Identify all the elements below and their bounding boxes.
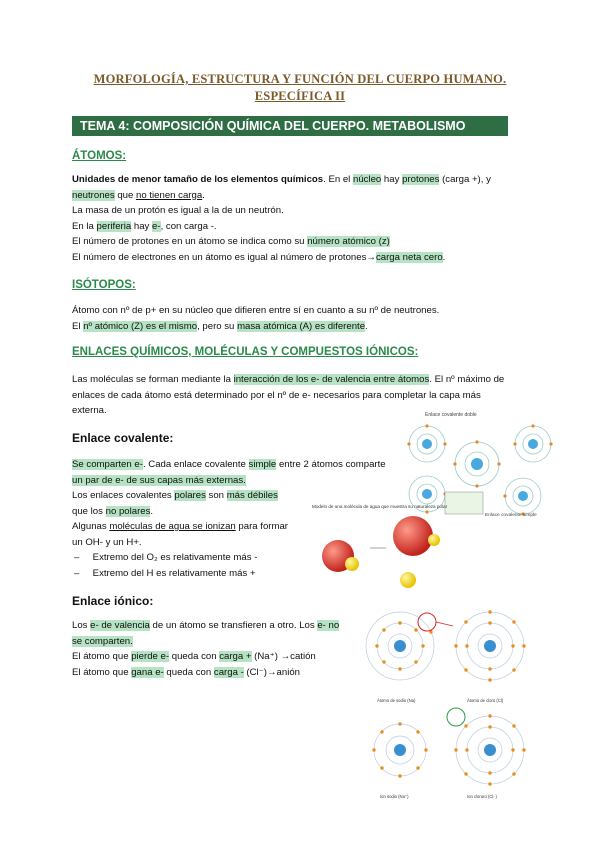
- document-title: MORFOLOGÍA, ESTRUCTURA Y FUNCIÓN DEL CUERPO HUMANO.: [93, 72, 507, 86]
- fig3-label-cl: Átomo de cloro (Cl): [467, 698, 504, 703]
- isotopos-text: , pero su: [197, 320, 238, 332]
- covalente-text: para formar: [235, 521, 289, 532]
- document-subtitle: ESPECÍFICA II: [254, 89, 346, 103]
- bullet-item: Extremo del H es relativamente más +: [92, 567, 256, 579]
- fig1-label-top: Enlace covalente doble: [425, 412, 477, 418]
- isotopos-text: El: [72, 320, 84, 332]
- atomos-text: hay: [131, 220, 153, 232]
- enlaces-text: enlaces de cada átomo está determinado por el nº de e- necesarios para completar la capa más: [72, 389, 481, 401]
- isotopos-paragraph: [72, 303, 532, 334]
- highlight-carga-pos: carga +: [219, 651, 252, 662]
- fig3-label-na-ion: Ion sodio (Na⁺): [380, 794, 409, 799]
- covalente-text: que los: [72, 505, 106, 517]
- highlight-e-valencia: e- de valencia: [90, 620, 150, 631]
- atomos-text: hay: [381, 174, 403, 185]
- highlight-electrones: e-: [152, 220, 161, 232]
- fig3-label-cl-ion: Ion cloruro (Cl⁻): [467, 794, 497, 799]
- highlight-se-comparten: se comparten.: [72, 635, 133, 647]
- ionico-text: El átomo que: [72, 651, 132, 662]
- covalente-text: son: [205, 490, 227, 501]
- atomos-text: (carga +), y: [439, 174, 491, 185]
- covalente-heading: Enlace covalente:: [72, 431, 174, 445]
- covalente-text: . Cada enlace covalente: [142, 459, 249, 470]
- highlight-masa-atomica: masa atómica (A) es diferente: [237, 320, 366, 332]
- highlight-carga-neg: carga -: [213, 666, 244, 678]
- ionico-text: (Na⁺) →catión: [251, 651, 316, 662]
- highlight-polares: polares: [174, 490, 206, 501]
- enlaces-text: externa.: [72, 405, 107, 416]
- ionic-bond-figure: [355, 604, 535, 802]
- fig3-label-na: Átomo de sodio (Na): [377, 698, 416, 703]
- atomos-text: , con carga -.: [160, 220, 217, 232]
- ionico-text: queda con: [169, 651, 220, 662]
- highlight-comparten: Se comparten e-: [72, 459, 143, 470]
- water-molecule-figure: [310, 500, 450, 598]
- highlight-e-no: e- no: [317, 620, 340, 631]
- enlaces-text: Las moléculas se forman mediante la: [72, 374, 234, 385]
- atomos-text: La masa de un protón es igual a la de un neutrón.: [72, 205, 284, 216]
- isotopos-heading: ISÓTOPOS:: [72, 279, 136, 291]
- atomos-text: .: [442, 251, 446, 263]
- covalente-text: Algunas: [72, 521, 110, 532]
- topic-banner: TEMA 4: COMPOSICIÓN QUÍMICA DEL CUERPO. METABOLISMO: [72, 116, 508, 136]
- ionico-text: queda con: [163, 666, 214, 678]
- highlight-interaccion: interacción de los e- de valencia entre átomos: [233, 374, 430, 385]
- covalente-text: Los enlaces covalentes: [72, 490, 175, 501]
- atomos-text: que: [114, 189, 137, 201]
- bullet-item: Extremo del O₂ es relativamente más -: [92, 552, 258, 563]
- covalente-text: .: [150, 505, 154, 517]
- highlight-gana: gana e-: [131, 666, 164, 678]
- underlined-text: moléculas de agua se ionizan: [109, 521, 236, 532]
- atomos-text: El número de protones en un átomo se indica como su: [72, 236, 308, 247]
- highlight-par-e: un par de e- de sus capas más externas.: [72, 474, 246, 486]
- atomos-text: . En el: [323, 174, 353, 185]
- highlight-simple: simple: [248, 459, 277, 470]
- highlight-z: nº atómico (Z) es el mismo: [83, 320, 198, 332]
- highlight-periferia: periferia: [96, 220, 132, 232]
- highlight-nucleo: núcleo: [352, 174, 382, 185]
- isotopos-text: Átomo con nº de p+ en su núcleo que difieren entre sí en cuanto a su nº de neutrones.: [72, 305, 440, 316]
- covalente-text: un OH- y un H+.: [72, 536, 142, 548]
- atomos-paragraph: [72, 172, 522, 265]
- enlaces-heading: ENLACES QUÍMICOS, MOLÉCULAS Y COMPUESTOS IÓNICOS:: [72, 346, 419, 358]
- atomos-heading: ÁTOMOS:: [72, 150, 127, 162]
- ionico-text: El átomo que: [72, 666, 132, 678]
- highlight-mas-debiles: más débiles: [226, 490, 278, 501]
- ionico-text: de un átomo se transfieren a otro. Los: [149, 620, 318, 631]
- bullet-dash: –: [74, 567, 93, 579]
- ionico-text: Los: [72, 620, 91, 631]
- atomos-text: En la: [72, 220, 97, 232]
- ionico-heading: Enlace iónico:: [72, 594, 154, 608]
- atomos-text: Unidades de menor tamaño de los elementos químicos: [72, 174, 324, 185]
- bullet-dash: –: [74, 552, 93, 563]
- covalente-text: entre 2 átomos comparte: [276, 459, 386, 470]
- ionico-paragraph: [72, 618, 362, 680]
- enlaces-text: . El nº máximo de: [429, 374, 505, 385]
- fig2-caption: Modelo de una molécula de agua que muestra su naturaleza polar: [312, 504, 448, 509]
- ionico-text: (Cl⁻)→anión: [243, 666, 301, 678]
- highlight-pierde: pierde e-: [131, 651, 170, 662]
- highlight-carga-neta: carga neta cero: [375, 251, 443, 263]
- underlined-text: no tienen carga: [136, 189, 203, 201]
- isotopos-text: .: [365, 320, 368, 332]
- highlight-neutrones: neutrones: [72, 189, 115, 201]
- highlight-no-polares: no polares: [105, 505, 151, 517]
- highlight-numero-atomico: número atómico (z): [307, 236, 390, 247]
- fig1-label-bottom: Enlace covalente simple: [485, 513, 537, 518]
- atomos-text: .: [202, 189, 205, 201]
- highlight-protones: protones: [402, 174, 440, 185]
- atomos-text: El número de electrones en un átomo es igual al número de protones→: [72, 251, 376, 263]
